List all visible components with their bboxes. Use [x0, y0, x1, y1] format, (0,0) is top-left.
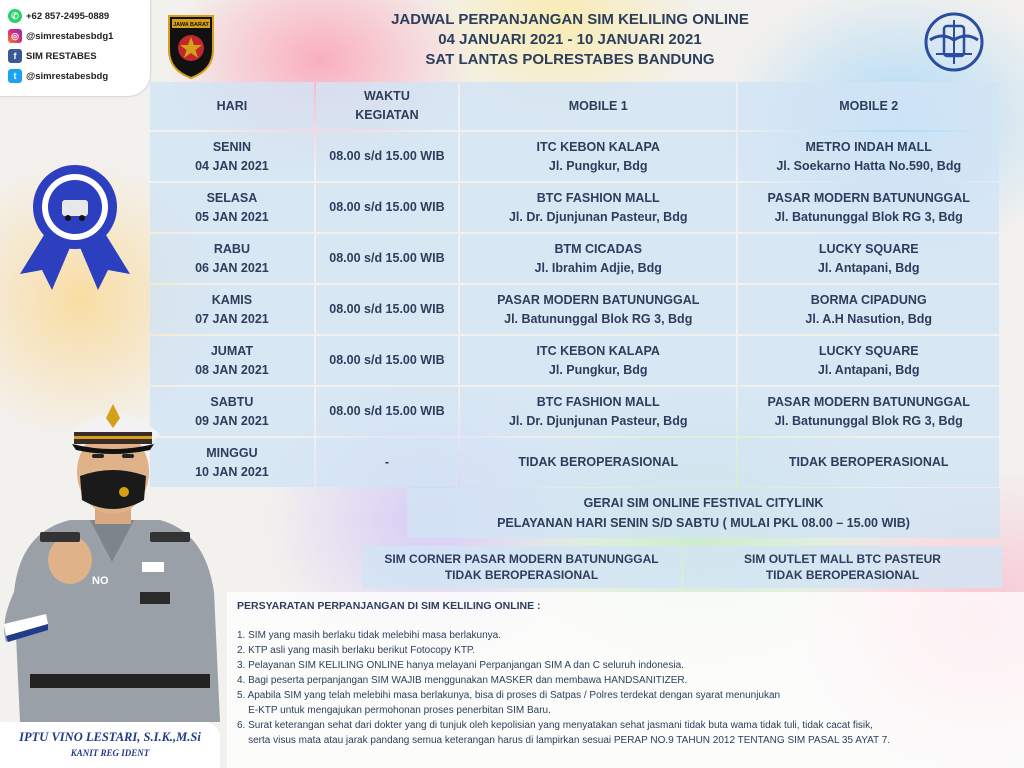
schedule-table: [148, 80, 1001, 489]
facebook-text: SIM RESTABES: [26, 50, 97, 62]
sim-outlet-btc: [683, 546, 1002, 588]
mobile1-cell: ITC KEBON KALAPA Jl. Pungkur, Bdg: [460, 132, 736, 181]
gerai-line-1: GERAI SIM ONLINE FESTIVAL CITYLINK: [583, 496, 824, 510]
mobile2-cell: LUCKY SQUARE Jl. Antapani, Bdg: [738, 234, 999, 283]
list-item: 1. SIM yang masih berlaku tidak melebihi masa berlakunya.: [237, 630, 502, 641]
twitter-icon: t: [8, 69, 22, 83]
time-cell: -: [316, 438, 458, 487]
table-row: [150, 183, 999, 232]
day-cell: SABTU 09 JAN 2021: [150, 387, 314, 436]
requirements-title: PERSYARATAN PERPANJANGAN DI SIM KELILING ONLINE :: [237, 600, 541, 612]
table-row: [150, 285, 999, 334]
header-hari: HARI: [150, 82, 314, 130]
gerai-line-2: PELAYANAN HARI SENIN S/D SABTU ( MULAI PKL 08.00 – 15.00 WIB): [497, 516, 910, 530]
badge-label: JAWA BARAT: [173, 22, 209, 28]
facebook-icon: f: [8, 49, 22, 63]
police-badge-logo: [166, 10, 216, 80]
mobile1-cell: BTM CICADAS Jl. Ibrahim Adjie, Bdg: [460, 234, 736, 283]
header-mobile2: MOBILE 2: [738, 82, 999, 130]
list-item: 4. Bagi peserta perpanjangan SIM WAJIB menggunakan MASKER dan membawa HANDSANITIZER.: [237, 675, 688, 686]
corner-right-status: TIDAK BEROPERASIONAL: [765, 568, 920, 582]
day-cell: SENIN 04 JAN 2021: [150, 132, 314, 181]
phone-text: +62 857-2495-0889: [26, 10, 110, 22]
requirements-box: [227, 592, 1024, 768]
mobile2-cell: LUCKY SQUARE Jl. Antapani, Bdg: [738, 336, 999, 385]
instagram-text: @simrestabesbdg1: [26, 30, 114, 42]
contact-instagram[interactable]: [8, 26, 142, 46]
list-item: 5. Apabila SIM yang telah melebihi masa berlakunya, bisa di proses di Satpas / Polres terdekat dengan syarat menunjukan: [237, 690, 781, 701]
time-cell: 08.00 s/d 15.00 WIB: [316, 285, 458, 334]
sim-corner-batununggal: [362, 546, 681, 588]
officer-position: KANIT REG IDENT: [70, 748, 150, 758]
time-cell: 08.00 s/d 15.00 WIB: [316, 234, 458, 283]
page-title: [300, 10, 840, 70]
contact-twitter[interactable]: [8, 66, 142, 86]
whatsapp-icon: ✆: [8, 9, 22, 23]
twitter-text: @simrestabesbdg: [26, 70, 109, 82]
day-cell: RABU 06 JAN 2021: [150, 234, 314, 283]
title-line-1: JADWAL PERPANJANGAN SIM KELILING ONLINE: [391, 11, 749, 28]
corner-right-title: SIM OUTLET MALL BTC PASTEUR: [744, 552, 941, 566]
officer-photo: [0, 392, 228, 722]
mobile2-cell: TIDAK BEROPERASIONAL: [738, 438, 999, 487]
list-item: 2. KTP asli yang masih berlaku berikut Fotocopy KTP.: [237, 645, 476, 656]
table-row-sunday: [150, 438, 999, 487]
table-row: [150, 132, 999, 181]
contact-facebook[interactable]: [8, 46, 142, 66]
gerai-citylink-box: [407, 488, 1000, 538]
table-header-row: [150, 82, 999, 130]
day-cell: JUMAT 08 JAN 2021: [150, 336, 314, 385]
header-waktu-line2: KEGIATAN: [355, 108, 419, 122]
officer-name: IPTU VINO LESTARI, S.I.K.,M.Si: [19, 730, 201, 744]
sim-keliling-ribbon-logo: [12, 162, 138, 292]
table-row: [150, 234, 999, 283]
time-cell: 08.00 s/d 15.00 WIB: [316, 387, 458, 436]
time-cell: 08.00 s/d 15.00 WIB: [316, 183, 458, 232]
table-row: [150, 336, 999, 385]
officer-nameplate: [0, 722, 220, 768]
mobile2-cell: BORMA CIPADUNG Jl. A.H Nasution, Bdg: [738, 285, 999, 334]
list-item: 3. Pelayanan SIM KELILING ONLINE hanya melayani Perpanjangan SIM A dan C seluruh indonesia.: [237, 660, 684, 671]
title-line-3: SAT LANTAS POLRESTABES BANDUNG: [425, 51, 715, 68]
mobile2-cell: METRO INDAH MALL Jl. Soekarno Hatta No.590, Bdg: [738, 132, 999, 181]
header-waktu-line1: WAKTU: [364, 89, 410, 103]
officer-tag: NO: [92, 575, 109, 587]
mobile2-cell: PASAR MODERN BATUNUNGGAL Jl. Batununggal Blok RG 3, Bdg: [738, 183, 999, 232]
header-mobile1: MOBILE 1: [460, 82, 736, 130]
mobile1-cell: ITC KEBON KALAPA Jl. Pungkur, Bdg: [460, 336, 736, 385]
contact-phone[interactable]: [8, 6, 142, 26]
instagram-icon: ◎: [8, 29, 22, 43]
corner-left-title: SIM CORNER PASAR MODERN BATUNUNGGAL: [384, 552, 659, 566]
table-row: [150, 387, 999, 436]
day-cell: MINGGU 10 JAN 2021: [150, 438, 314, 487]
list-item: E-KTP untuk mengajukan permohonan proses penerbitan SIM Baru.: [237, 705, 551, 716]
mobile1-cell: PASAR MODERN BATUNUNGGAL Jl. Batununggal Blok RG 3, Bdg: [460, 285, 736, 334]
sim-corner-row: [362, 546, 1002, 588]
mobile2-cell: PASAR MODERN BATUNUNGGAL Jl. Batununggal Blok RG 3, Bdg: [738, 387, 999, 436]
title-line-2: 04 JANUARI 2021 - 10 JANUARI 2021: [438, 31, 702, 48]
day-cell: SELASA 05 JAN 2021: [150, 183, 314, 232]
day-cell: KAMIS 07 JAN 2021: [150, 285, 314, 334]
time-cell: 08.00 s/d 15.00 WIB: [316, 336, 458, 385]
mobile1-cell: TIDAK BEROPERASIONAL: [460, 438, 736, 487]
contact-card: [0, 0, 150, 96]
mobile1-cell: BTC FASHION MALL Jl. Dr. Djunjunan Pasteur, Bdg: [460, 183, 736, 232]
time-cell: 08.00 s/d 15.00 WIB: [316, 132, 458, 181]
corner-left-status: TIDAK BEROPERASIONAL: [444, 568, 599, 582]
mobile1-cell: BTC FASHION MALL Jl. Dr. Djunjunan Pasteur, Bdg: [460, 387, 736, 436]
list-item: 6. Surat keterangan sehat dari dokter yang di tunjuk oleh kepolisian yang menyatakan sehat jasmani tidak buta wama tidak tuli, tidak cacat fisik,: [237, 720, 873, 731]
header-waktu: [316, 82, 458, 130]
traffic-police-emblem: [922, 10, 986, 74]
requirements-list: [237, 628, 1014, 748]
list-item: serta visus mata atau jarak pandang semua keterangan harus di lampirkan sesuai PERAP NO.9 TAHUN 2012 TENTANG SIM PASAL 35 AYAT 7.: [237, 735, 891, 746]
